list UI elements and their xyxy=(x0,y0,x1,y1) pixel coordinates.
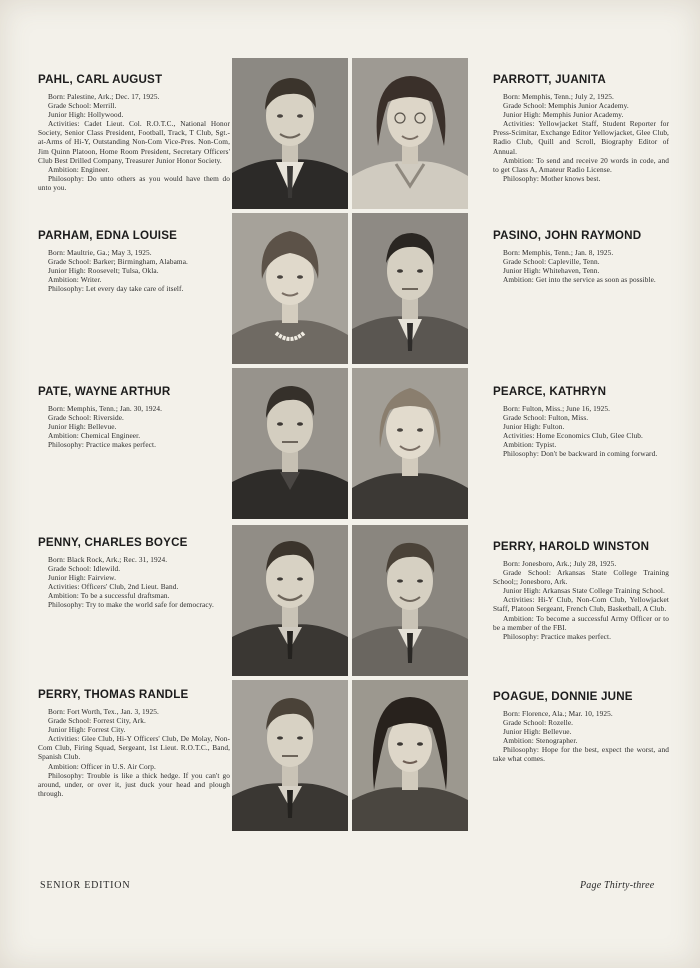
detail-philosophy: Philosophy: Try to make the world safe for democracy. xyxy=(48,600,214,610)
student-details xyxy=(38,707,230,798)
portrait-photo-pate xyxy=(232,368,348,519)
detail-born: Born: Memphis, Tenn.; Jan. 30, 1924. xyxy=(48,404,163,413)
entry-poague xyxy=(493,690,669,764)
portrait-photo-pahl xyxy=(232,58,348,209)
detail-grade-school: Grade School: Riverside. xyxy=(48,413,124,423)
student-details xyxy=(493,559,669,641)
detail-junior-high: Junior High: Memphis Junior Academy. xyxy=(503,110,624,120)
detail-born: Born: Maultrie, Ga.; May 3, 1925. xyxy=(48,248,152,257)
student-name: PARHAM, EDNA LOUISE xyxy=(38,229,178,242)
student-name: PATE, WAYNE ARTHUR xyxy=(38,385,171,398)
entry-parham xyxy=(38,229,230,293)
detail-born: Born: Jonesboro, Ark.; July 28, 1925. xyxy=(503,559,617,568)
detail-ambition: Ambition: Typist. xyxy=(503,440,557,450)
entry-pasino xyxy=(493,229,669,284)
detail-philosophy: Philosophy: Let every day take care of itself. xyxy=(48,284,184,294)
detail-junior-high: Junior High: Whitehaven, Tenn. xyxy=(503,266,600,276)
entry-pahl xyxy=(38,73,230,192)
detail-ambition: Ambition: Get into the service as soon as possible. xyxy=(503,275,656,285)
detail-junior-high: Junior High: Bellevue. xyxy=(48,422,117,432)
detail-philosophy: Philosophy: Do unto others as you would have them do unto you. xyxy=(38,173,230,192)
student-details xyxy=(493,709,669,764)
student-name: POAGUE, DONNIE JUNE xyxy=(493,690,633,703)
detail-junior-high: Junior High: Arkansas State College Training School. xyxy=(503,586,665,596)
footer-page-number: Page Thirty-three xyxy=(580,880,655,891)
student-name: PERRY, HAROLD WINSTON xyxy=(493,540,650,553)
detail-activities: Activities: Hi-Y Club, Non-Com Club, Yellowjacket Staff, Platoon Sergeant, French Club, Basketball, A Club. xyxy=(493,595,669,614)
portrait-photo-parham xyxy=(232,213,348,364)
student-name: PASINO, JOHN RAYMOND xyxy=(493,229,642,242)
detail-junior-high: Junior High: Hollywood. xyxy=(48,110,124,120)
entry-parrott xyxy=(493,73,669,183)
detail-grade-school: Grade School: Merrill. xyxy=(48,101,117,111)
detail-ambition: Ambition: To be a successful draftsman. xyxy=(48,591,170,601)
detail-born: Born: Black Rock, Ark.; Rec. 31, 1924. xyxy=(48,555,168,564)
portrait-photo-penny xyxy=(232,525,348,676)
detail-activities: Activities: Cadet Lieut. Col. R.O.T.C., National Honor Society, Senior Class President, Football, Track, T Club, Sgt.-at-Arms of Hi-Y, Outstanding Non-Com Vice-Pres. Non-Com, Jim Quinn Platoon, Home Room President, Secretary Officers' Club Best Drilled Company, Treasurer Junior Honor Society. xyxy=(38,119,230,165)
detail-grade-school: Grade School: Rozelle. xyxy=(503,718,574,728)
detail-activities: Activities: Yellowjacket Staff, Student Reporter for Press-Scimitar, Exchange Editor Yellowjacket, Glee Club, Radio Club, Quill and Scroll, Biography Editor of Annual. xyxy=(493,119,669,156)
student-name: PERRY, THOMAS RANDLE xyxy=(38,688,189,701)
detail-born: Born: Fort Worth, Tex., Jan. 3, 1925. xyxy=(48,707,159,716)
student-name: PAHL, CARL AUGUST xyxy=(38,73,163,86)
detail-ambition: Ambition: Stenographer. xyxy=(503,736,578,746)
entry-pearce xyxy=(493,385,669,459)
detail-grade-school: Grade School: Arkansas State College Training School;; Jonesboro, Ark. xyxy=(493,568,669,587)
detail-junior-high: Junior High: Fairview. xyxy=(48,573,116,583)
student-details xyxy=(38,248,230,293)
portrait-photo-pasino xyxy=(352,213,468,364)
detail-ambition: Ambition: To become a successful Army Officer or to be a member of the FBI. xyxy=(493,613,669,632)
detail-philosophy: Philosophy: Don't be backward in coming forward. xyxy=(503,449,658,459)
student-details xyxy=(493,248,669,284)
detail-junior-high: Junior High: Forrest City. xyxy=(48,725,126,735)
detail-ambition: Ambition: Chemical Engineer. xyxy=(48,431,141,441)
detail-born: Born: Memphis, Tenn.; Jan. 8, 1925. xyxy=(503,248,614,257)
footer-edition: SENIOR EDITION xyxy=(40,880,131,891)
detail-born: Born: Palestine, Ark.; Dec. 17, 1925. xyxy=(48,92,160,101)
entry-penny xyxy=(38,536,230,610)
portrait-photo-perry-thomas xyxy=(232,680,348,831)
entry-pate xyxy=(38,385,230,449)
entry-perry-thomas xyxy=(38,688,230,798)
detail-ambition: Ambition: Engineer. xyxy=(48,164,110,174)
detail-born: Born: Florence, Ala.; Mar. 10, 1925. xyxy=(503,709,613,718)
detail-born: Born: Fulton, Miss.; June 16, 1925. xyxy=(503,404,611,413)
student-name: PARROTT, JUANITA xyxy=(493,73,606,86)
detail-junior-high: Junior High: Fulton. xyxy=(503,422,565,432)
detail-activities: Activities: Officers' Club, 2nd Lieut. Band. xyxy=(48,582,179,592)
student-details xyxy=(38,555,230,610)
portrait-photo-poague xyxy=(352,680,468,831)
detail-ambition: Ambition: Officer in U.S. Air Corp. xyxy=(48,761,156,771)
detail-philosophy: Philosophy: Hope for the best, expect the worst, and take what comes. xyxy=(493,745,669,764)
detail-philosophy: Philosophy: Practice makes perfect. xyxy=(503,631,612,641)
entry-perry-harold xyxy=(493,540,669,641)
detail-ambition: Ambition: To send and receive 20 words in code, and to get Class A, Amateur Radio License. xyxy=(493,155,669,174)
student-details xyxy=(493,404,669,459)
detail-activities: Activities: Home Economics Club, Glee Club. xyxy=(503,431,643,441)
student-name: PEARCE, KATHRYN xyxy=(493,385,607,398)
portrait-photo-perry-harold xyxy=(352,525,468,676)
detail-junior-high: Junior High: Bellevue. xyxy=(503,727,572,737)
portrait-photo-pearce xyxy=(352,368,468,519)
detail-grade-school: Grade School: Forrest City, Ark. xyxy=(48,716,146,726)
detail-grade-school: Grade School: Barker; Birmingham, Alabama. xyxy=(48,257,188,267)
student-details xyxy=(38,404,230,449)
detail-grade-school: Grade School: Memphis Junior Academy. xyxy=(503,101,629,111)
student-name: PENNY, CHARLES BOYCE xyxy=(38,536,188,549)
student-details xyxy=(493,92,669,183)
portrait-photo-parrott xyxy=(352,58,468,209)
student-details xyxy=(38,92,230,192)
detail-philosophy: Philosophy: Mother knows best. xyxy=(503,173,601,183)
detail-born: Born: Memphis, Tenn.; July 2, 1925. xyxy=(503,92,614,101)
detail-grade-school: Grade School: Fulton, Miss. xyxy=(503,413,589,423)
detail-philosophy: Philosophy: Trouble is like a thick hedge. If you can't go around, under, or over it, just duck your head and plough through. xyxy=(38,770,230,798)
detail-grade-school: Grade School: Idlewild. xyxy=(48,564,121,574)
detail-activities: Activities: Glee Club, Hi-Y Officers' Club, De Molay, Non-Com Club, Firing Squad, Sergeant, 1st Lieut. R.O.T.C., Band, Spanish Club. xyxy=(38,734,230,762)
detail-grade-school: Grade School: Capleville, Tenn. xyxy=(503,257,600,267)
detail-philosophy: Philosophy: Practice makes perfect. xyxy=(48,440,157,450)
detail-ambition: Ambition: Writer. xyxy=(48,275,102,285)
detail-junior-high: Junior High: Roosevelt; Tulsa, Okla. xyxy=(48,266,159,276)
